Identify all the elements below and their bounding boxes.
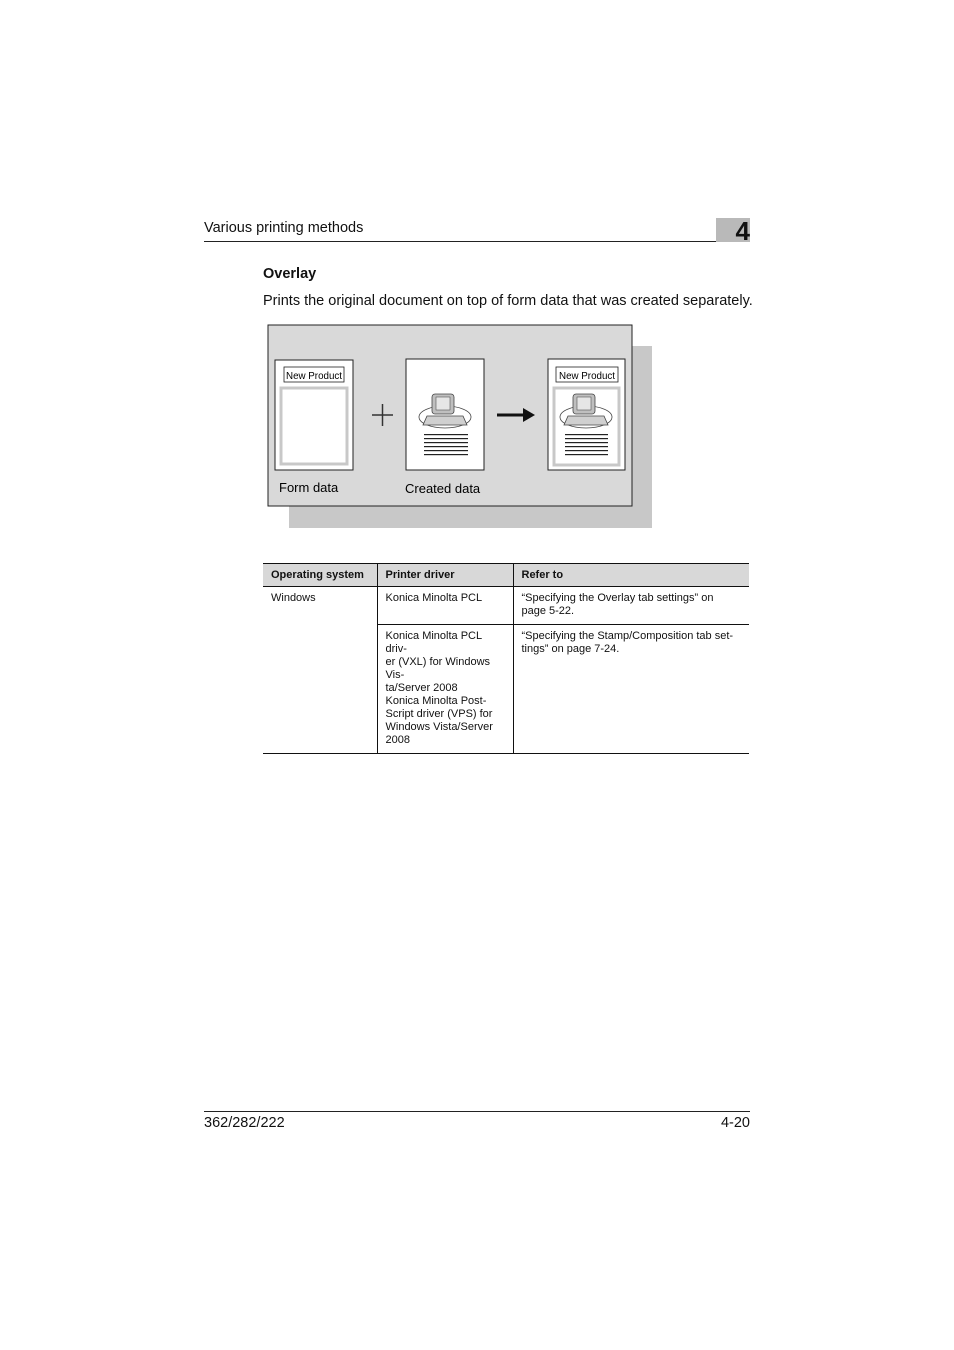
reference-table	[263, 563, 749, 754]
result-page	[548, 359, 625, 470]
os-cell: Windows	[263, 587, 377, 754]
result-box-label: New Product	[559, 370, 616, 382]
driver-cell: Konica Minolta PCL driv- er (VXL) for Windows Vis- ta/Server 2008 Konica Minolta Post- Script driver (VPS) for Windows Vista/Server 2008	[377, 625, 513, 754]
refer-cell: “Specifying the Stamp/Composition tab set- tings” on page 7-24.	[513, 625, 749, 754]
form-data-page	[275, 360, 353, 470]
footer-rule	[204, 1111, 750, 1112]
column-header-driver: Printer driver	[377, 564, 513, 587]
intro-paragraph: Prints the original document on top of form data that was created separately.	[263, 293, 753, 309]
table-row	[263, 587, 749, 625]
table-header-row	[263, 564, 749, 587]
column-header-os: Operating system	[263, 564, 377, 587]
chapter-number: 4	[735, 216, 750, 246]
refer-cell: “Specifying the Overlay tab settings” on page 5-22.	[513, 587, 749, 625]
form-box-label: New Product	[286, 370, 343, 382]
section-title: Overlay	[263, 266, 317, 282]
footer-model: 362/282/222	[204, 1115, 285, 1131]
overlay-illustration	[267, 324, 652, 529]
header-rule	[204, 241, 750, 242]
form-data-caption: Form data	[279, 480, 339, 495]
column-header-refer: Refer to	[513, 564, 749, 587]
driver-cell: Konica Minolta PCL	[377, 587, 513, 625]
running-header-title: Various printing methods	[204, 220, 364, 236]
footer-page-number: 4-20	[720, 1115, 750, 1131]
created-data-caption: Created data	[405, 481, 481, 496]
created-data-page	[406, 359, 484, 470]
